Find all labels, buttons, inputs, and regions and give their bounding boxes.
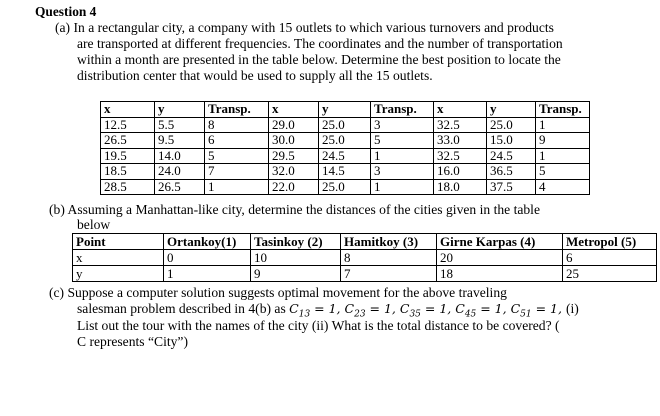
col-transp: Transp.: [205, 102, 269, 118]
col-hamitkoy: Hamitkoy (3): [341, 234, 437, 250]
cost-c51: $C_{51} = 1$,: [510, 301, 566, 320]
part-a-line-3: within a month are presented in the table below. Determine the best position to locate the: [77, 52, 561, 67]
col-ortankoy: Ortankoy(1): [164, 234, 251, 250]
col-metropol: Metropol (5): [563, 234, 657, 250]
table-row: 28.5 26.5 1 22.0 25.0 1 18.0 37.5 4: [101, 179, 590, 195]
part-c-line-3: List out the tour with the names of the city (ii) What is the total distance to be covered? (: [77, 318, 560, 333]
col-x: x: [101, 102, 155, 118]
col-x: x: [434, 102, 487, 118]
part-b-line-2: below: [77, 217, 111, 232]
table-row: 12.5 5.5 8 29.0 25.0 3 32.5 25.0 1: [101, 117, 590, 133]
question-title: Question 4: [35, 4, 97, 19]
col-y: y: [319, 102, 371, 118]
part-a-line-2: are transported at different frequencies. The coordinates and the number of transportation: [77, 36, 563, 51]
coordinates-table: [100, 101, 590, 195]
part-c-line-4: C represents “City”): [77, 334, 188, 349]
table-row: 26.5 9.5 6 30.0 25.0 5 33.0 15.0 9: [101, 133, 590, 149]
col-transp: Transp.: [536, 102, 590, 118]
part-a-line-1: (a) In a rectangular city, a company with 15 outlets to which various turnovers and products: [55, 20, 554, 35]
part-a-line-4: distribution center that would be used to supply all the 15 outlets.: [77, 68, 433, 83]
part-a-label: (a): [55, 20, 71, 35]
col-point: Point: [73, 234, 164, 250]
col-transp: Transp.: [371, 102, 434, 118]
cost-c45: $C_{45} = 1$,: [455, 301, 511, 320]
col-y: y: [487, 102, 536, 118]
part-c-line-2: salesman problem described in 4(b) as $C_{13} = 1$, $C_{23} = 1$, $C_{35} = 1$, $C_{45} = 1$, $C_{51} = 1$, (i): [77, 301, 579, 320]
table-row: 18.5 24.0 7 32.0 14.5 3 16.0 36.5 5: [101, 164, 590, 180]
table-row: 19.5 14.0 5 29.5 24.5 1 32.5 24.5 1: [101, 148, 590, 164]
col-girne-karpas: Girne Karpas (4): [437, 234, 563, 250]
cost-c13: $C_{13} = 1$,: [289, 301, 345, 320]
table-row: y 1 9 7 18 25: [73, 266, 657, 282]
cost-c23: $C_{23} = 1$,: [344, 301, 400, 320]
col-x: x: [269, 102, 319, 118]
col-y: y: [155, 102, 205, 118]
cost-c35: $C_{35} = 1$,: [399, 301, 456, 320]
table-row: x 0 10 8 20 6: [73, 250, 657, 266]
part-b-line-1: (b) Assuming a Manhattan-like city, determine the distances of the cities given in the table: [49, 202, 540, 217]
col-tasinkoy: Tasinkoy (2): [251, 234, 341, 250]
table-header-row: [101, 102, 590, 118]
part-c-line-1: (c) Suppose a computer solution suggests optimal movement for the above traveling: [49, 285, 507, 300]
cities-table: [72, 233, 657, 282]
table-header-row: [73, 234, 657, 250]
